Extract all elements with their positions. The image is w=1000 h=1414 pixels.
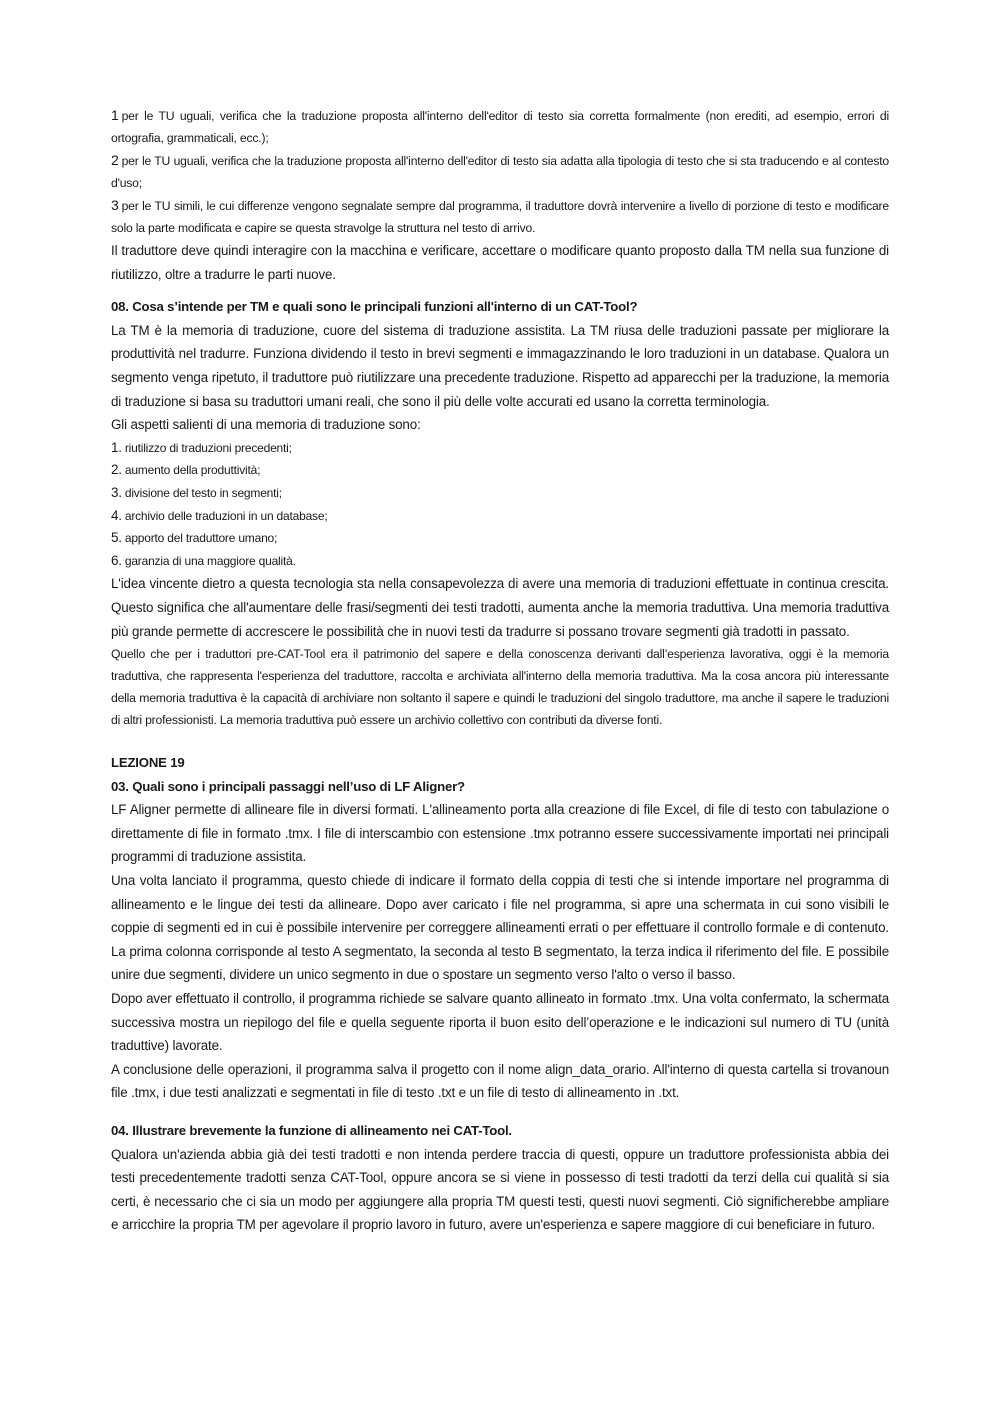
list-item xyxy=(111,505,889,528)
list-item-text: garanzia di una maggiore qualità. xyxy=(124,553,296,568)
list-item xyxy=(111,482,889,505)
question-03-paragraph-2: Una volta lanciato il programma, questo chiede di indicare il formato della coppia di testi che si intende importare nel programma di allineamento e le lingue dei testi da allineare. Dopo aver caricato i file nel programma, si apre una schermata in cui sono visibili le coppie di segmenti ed in cui è possibile intervenire per correggere allineamenti errati o per effettuare il controllo formale e di contenuto. La prima colonna corrisponde al testo A segmentato, la seconda al testo B segmentato, la terza indica il riferimento del file. E possibile unire due segmenti, dividere un unico segmento in due o spostare un segmento verso l'alto o verso il basso. xyxy=(111,873,889,983)
intro-item-number: 2 xyxy=(111,152,119,168)
document-page xyxy=(111,104,889,1237)
question-04-paragraph-1: Qualora un'azienda abbia già dei testi tradotti e non intenda perdere traccia di questi, oppure un traduttore professionista abbia dei testi precedentemente tradotti senza CAT-Tool, oppure ancora se si viene in possesso di testi tradotti da terzi della cui qualità si sia certi, è necessario che ci sia un modo per aggiungere alla propria TM questi testi, questi nuovi segmenti. Ciò significherebbe ampliare e arricchire la propria TM per agevolare il proprio lavoro in futuro, avere un'esperienza e sapere maggiore di cui beneficiare in futuro. xyxy=(111,1146,889,1233)
list-item xyxy=(111,459,889,482)
list-item xyxy=(111,527,889,550)
question-03-paragraph-3: Dopo aver effettuato il controllo, il programma richiede se salvare quanto allineato in formato .tmx. Una volta confermato, la schermata successiva mostra un riepilogo del file e quella seguente riporta il buon esito dell’operazione e le indicazioni sul numero di TU (unità traduttive) lavorate. xyxy=(111,991,889,1054)
intro-item-text: per le TU uguali, verifica che la traduzione proposta all'interno dell'editor di testo sia corretta formalmente (non erediti, ad esempio, errori di ortografia, grammaticali, ecc.); xyxy=(111,109,889,145)
question-04-heading: 04. Illustrare brevemente la funzione di allineamento nei CAT-Tool. xyxy=(111,1123,512,1138)
list-item-text: apporto del traduttore umano; xyxy=(124,531,278,546)
list-item-text: aumento della produttività; xyxy=(124,463,261,478)
list-item-number: 1. xyxy=(111,439,122,455)
question-08-list-intro: Gli aspetti salienti di una memoria di traduzione sono: xyxy=(111,417,421,433)
question-08-paragraph-3: Quello che per i traduttori pre-CAT-Tool era il patrimonio del sapere e della conoscenza derivanti dall’esperienza lavorativa, oggi è la memoria traduttiva, che rappresenta l'esperienza del traduttore, raccolta e archiviata all'interno della memoria traduttiva. Ma la cosa ancora più interessante della memoria traduttiva è la capacità di archiviare non soltanto il sapere e quindi le traduzioni del singolo traduttore, ma anche il sapere le traduzioni di altri professionisti. La memoria traduttiva può essere un archivio collettivo con contributi da diverse fonti. xyxy=(111,647,889,728)
question-03-heading: 03. Quali sono i principali passaggi nell’uso di LF Aligner? xyxy=(111,778,465,794)
list-item-text: riutilizzo di traduzioni precedenti; xyxy=(124,440,292,455)
question-03-paragraph-4: A conclusione delle operazioni, il programma salva il progetto con il nome align_data_orario. All'interno di questa cartella si trovanoun file .tmx, i due testi analizzati e segmentati in file di testo .txt e un file di testo di allineamento in .txt. xyxy=(111,1061,889,1101)
tm-aspects-list xyxy=(111,437,889,573)
intro-closing-paragraph: Il traduttore deve quindi interagire con la macchina e verificare, accettare o modificare quanto proposto dalla TM nella sua funzione di riutilizzo, oltre a tradurre le parti nuove. xyxy=(111,243,889,282)
lesson-heading: LEZIONE 19 xyxy=(111,755,185,771)
question-08-paragraph-2: L'idea vincente dietro a questa tecnologia sta nella consapevolezza di avere una memoria di traduzioni effettuate in continua crescita. Questo significa che all'aumentare delle frasi/segmenti dei testi tradotti, aumenta anche la memoria traduttiva. Una memoria traduttiva più grande permette di accrescere le possibilità che in nuovi testi da tradurre si possano trovare segmenti già tradotti in passato. xyxy=(111,576,889,639)
list-item-text: divisione del testo in segmenti; xyxy=(124,485,282,500)
intro-item-number: 1 xyxy=(111,107,119,123)
intro-item-text: per le TU uguali, verifica che la traduzione proposta all'interno dell'editor di testo sia adatta alla tipologia di testo che si sta traducendo e al contesto d'uso; xyxy=(111,154,889,190)
intro-item-2 xyxy=(111,149,889,194)
list-item-number: 5. xyxy=(111,530,122,546)
list-item xyxy=(111,437,889,460)
question-03-paragraph-1: LF Aligner permette di allineare file in diversi formati. L'allineamento porta alla creazione di file Excel, di file di testo con tabulazione o direttamente di file in formato .tmx. I file di interscambio con estensione .tmx potranno essere successivamente importati nei principali programmi di traduzione assistita. xyxy=(111,802,889,865)
question-08-paragraph-1: La TM è la memoria di traduzione, cuore del sistema di traduzione assistita. La TM riusa delle traduzioni passate per migliorare la produttività nel tradurre. Funziona dividendo il testo in brevi segmenti e immagazzinando le loro traduzioni in un database. Qualora un segmento venga ripetuto, il traduttore può riutilizzare una precedente traduzione. Rispetto ad apparecchi per la traduzione, la memoria di traduzione si basa su traduttori umani reali, che sono il più delle volte accurati ed usano la corretta terminologia. xyxy=(111,322,889,409)
list-item xyxy=(111,550,889,573)
intro-item-3 xyxy=(111,194,889,239)
question-08-heading: 08. Cosa s’intende per TM e quali sono le principali funzioni all'interno di un CAT-Tool? xyxy=(111,299,638,315)
intro-item-text: per le TU simili, le cui differenze vengono segnalate sempre dal programma, il traduttore dovrà intervenire a livello di porzione di testo e modificare solo la parte modificata e capire se questa stravolge la struttura nel testo di arrivo. xyxy=(111,199,889,235)
list-item-number: 3. xyxy=(111,484,122,500)
list-item-number: 2. xyxy=(111,462,122,478)
intro-item-number: 3 xyxy=(111,197,119,213)
list-item-number: 4. xyxy=(111,507,122,523)
list-item-number: 6. xyxy=(111,552,122,568)
list-item-text: archivio delle traduzioni in un database; xyxy=(124,508,328,523)
intro-item-1 xyxy=(111,104,889,149)
